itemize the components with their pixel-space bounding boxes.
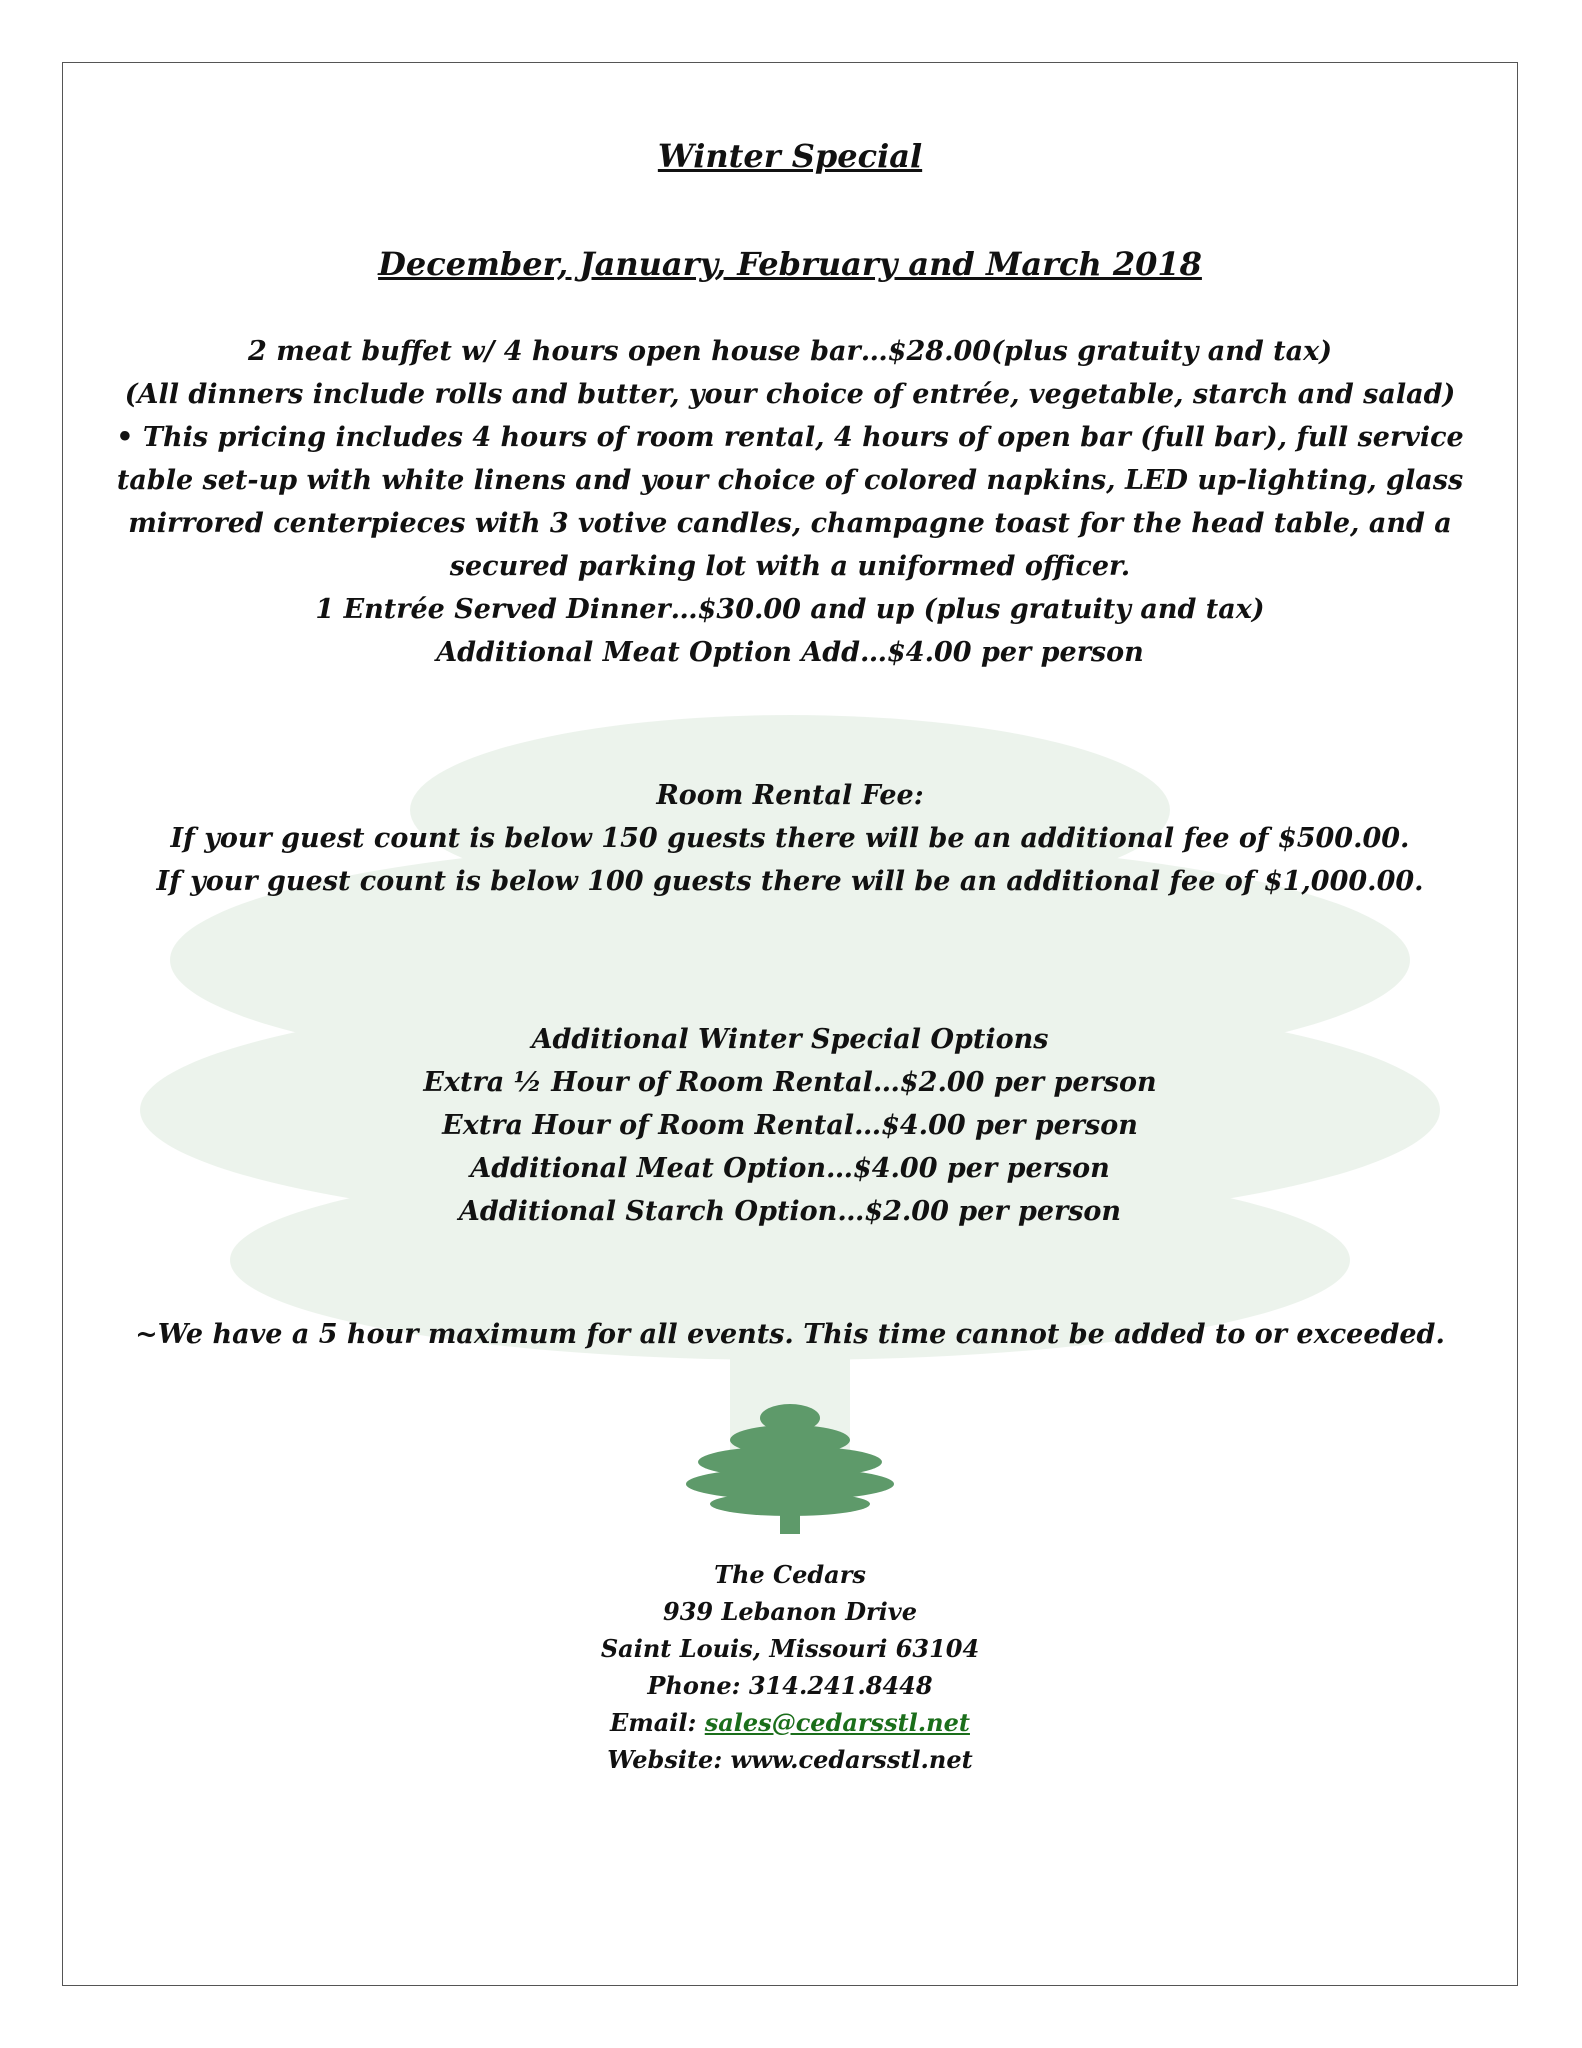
email-label: Email: xyxy=(610,1708,697,1737)
phone-number: Phone: 314.241.8448 xyxy=(647,1671,933,1700)
pricing-details: • This pricing includes 4 hours of room rental, 4 hours of open bar (full bar), full service table set-up with white linens and your choice of colored napkins, LED up-lighting, glass mirrored centerpieces with 3 votive candles, champagne toast for the head table, and a secured parking lot with a uniformed officer. xyxy=(116,422,1464,582)
contact-block xyxy=(62,1556,1518,1778)
option-item: Additional Starch Option…$2.00 per person xyxy=(458,1196,1122,1227)
option-item: Additional Meat Option…$4.00 per person xyxy=(470,1153,1110,1184)
date-range: December, January, February and March 2018 xyxy=(378,245,1202,283)
additional-meat-price: Additional Meat Option Add…$4.00 per person xyxy=(436,637,1144,668)
venue-name: The Cedars xyxy=(714,1560,866,1589)
options-section xyxy=(62,1018,1518,1233)
buffet-price: 2 meat buffet w/ 4 hours open house bar…$28.00(plus gratuity and tax) xyxy=(248,336,1332,367)
option-item: Extra Hour of Room Rental…$4.00 per person xyxy=(442,1110,1138,1141)
maximum-note: ~We have a 5 hour maximum for all events. This time cannot be added to or exceeded. xyxy=(135,1319,1445,1350)
room-rental-fee-150: If your guest count is below 150 guests there will be an additional fee of $500.00. xyxy=(170,823,1410,854)
flyer-title: Winter Special xyxy=(657,137,923,175)
room-rental-heading: Room Rental Fee: xyxy=(656,780,924,811)
website-line: Website: www.cedarsstl.net xyxy=(607,1745,973,1774)
email-line xyxy=(62,1704,1518,1741)
pricing-section xyxy=(62,330,1518,674)
maximum-note-section xyxy=(62,1313,1518,1356)
room-rental-fee-100: If your guest count is below 100 guests there will be an additional fee of $1,000.00. xyxy=(156,866,1424,897)
email-link[interactable]: sales@cedarsstl.net xyxy=(704,1708,970,1737)
served-dinner-price: 1 Entrée Served Dinner…$30.00 and up (plus gratuity and tax) xyxy=(315,594,1265,625)
flyer-content xyxy=(62,62,1518,1778)
room-rental-section xyxy=(62,774,1518,903)
dinner-includes-note: (All dinners include rolls and butter, your choice of entrée, vegetable, starch and salad) xyxy=(124,379,1456,410)
city-state-zip: Saint Louis, Missouri 63104 xyxy=(600,1634,980,1663)
options-heading: Additional Winter Special Options xyxy=(531,1024,1049,1055)
option-item: Extra ½ Hour of Room Rental…$2.00 per person xyxy=(423,1067,1157,1098)
street-address: 939 Lebanon Drive xyxy=(663,1597,917,1626)
cedar-tree-icon xyxy=(680,1398,900,1538)
